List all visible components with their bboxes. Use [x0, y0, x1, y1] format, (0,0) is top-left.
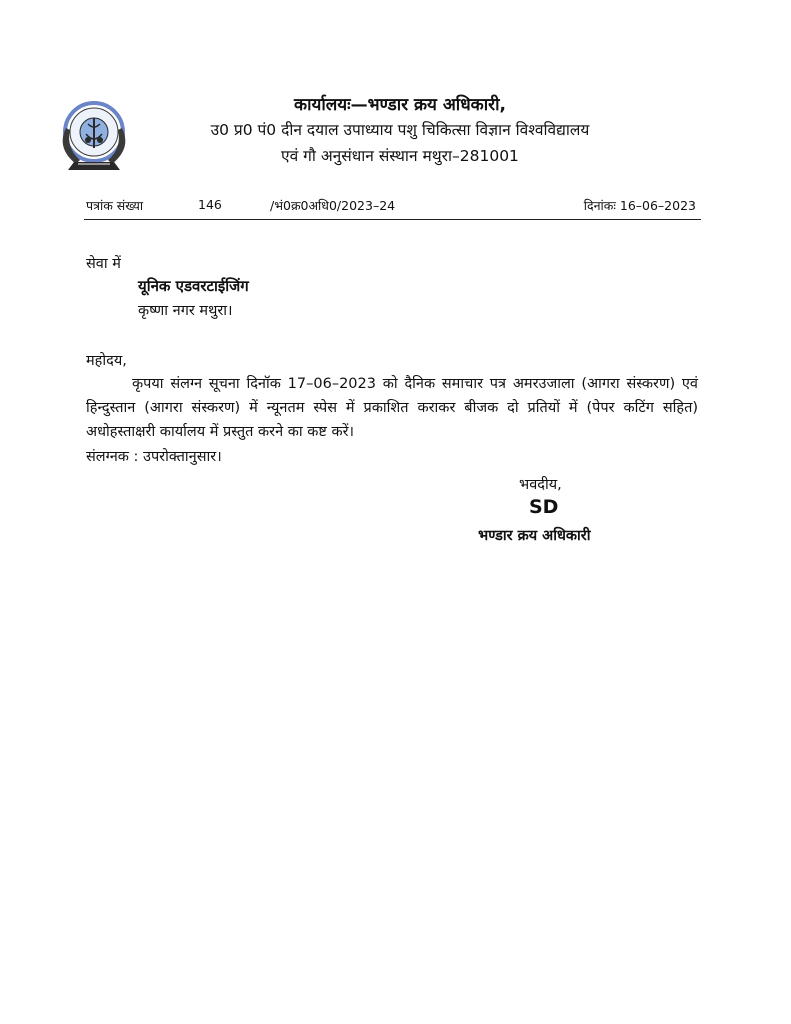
reference-code: /भं0क्र0अधि0/2023–24 — [270, 198, 396, 213]
body-paragraph: कृपया संलग्न सूचना दिनॉक 17–06–2023 को दैनिक समाचार पत्र अमरउजाला (आगरा संस्करण) एवं हिन्दुस्तान (आगरा संस्करण) में न्यूनतम स्पेस में प्रकाशित कराकर बीजक दो प्रतियों में (पेपर कटिंग सहित) अधोहस्ताक्षरी कार्यालय में प्रस्तुत करने का कष्ट करें। — [86, 376, 698, 440]
reference-number: 146 — [198, 197, 222, 212]
closing: भवदीय, — [519, 477, 562, 493]
letter-date: दिनांकः 16–06–2023 — [583, 198, 696, 213]
university-name: उ0 प्र0 पं0 दीन दयाल उपाध्याय पशु चिकित्सा विज्ञान विश्वविद्यालय — [210, 121, 590, 139]
university-seal-icon — [48, 98, 140, 176]
signatory-designation: भण्डार क्रय अधिकारी — [478, 528, 591, 544]
addressee-name: यूनिक एडवरटाईजिंग — [138, 277, 249, 295]
salutation: महोदय, — [86, 353, 127, 369]
addressee-address: कृष्णा नगर मथुरा। — [138, 303, 233, 319]
enclosure-note: संलग्नक : उपरोक्तानुसार। — [86, 449, 222, 465]
addressee-prefix: सेवा में — [86, 256, 121, 272]
reference-label: पत्रांक संख्या — [86, 198, 144, 213]
office-title: कार्यालयः—भण्डार क्रय अधिकारी, — [294, 95, 506, 115]
header-divider — [84, 219, 701, 220]
institute-address: एवं गौ अनुसंधान संस्थान मथुरा–281001 — [281, 147, 519, 165]
signature: SD — [529, 496, 559, 518]
